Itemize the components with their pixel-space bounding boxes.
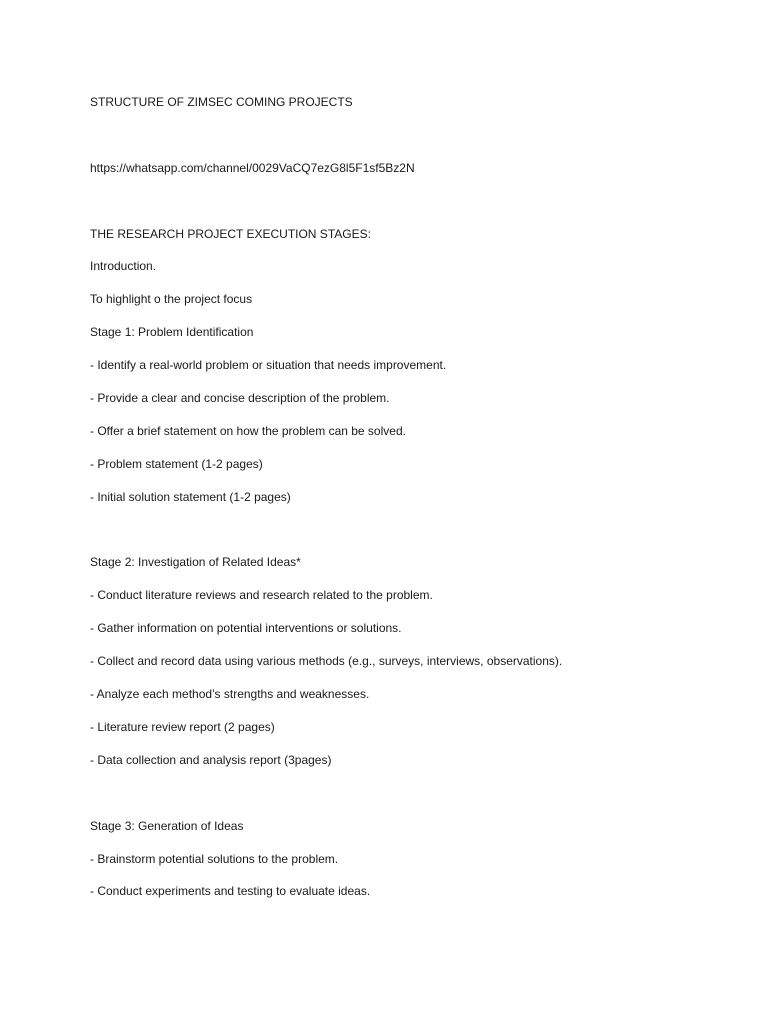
bullet-item: - Provide a clear and concise description of the problem. — [90, 391, 390, 405]
bullet-item: - Offer a brief statement on how the problem can be solved. — [90, 424, 406, 438]
bullet-item: - Conduct literature reviews and research related to the problem. — [90, 588, 433, 602]
bullet-item: - Problem statement (1-2 pages) — [90, 457, 263, 471]
stage-heading: Stage 1: Problem Identification — [90, 325, 254, 339]
bullet-item: - Literature review report (2 pages) — [90, 720, 275, 734]
paragraph: Introduction. — [90, 259, 157, 273]
bullet-item: - Analyze each method’s strengths and weaknesses. — [90, 687, 370, 701]
bullet-item: - Identify a real-world problem or situation that needs improvement. — [90, 358, 447, 372]
bullet-item: - Initial solution statement (1-2 pages) — [90, 490, 291, 504]
section-heading: THE RESEARCH PROJECT EXECUTION STAGES: — [90, 227, 371, 241]
bullet-item: - Data collection and analysis report (3pages) — [90, 753, 332, 767]
stage-heading: Stage 3: Generation of Ideas — [90, 819, 244, 833]
bullet-item: - Gather information on potential interventions or solutions. — [90, 621, 402, 635]
paragraph: To highlight o the project focus — [90, 292, 253, 306]
channel-link: https://whatsapp.com/channel/0029VaCQ7ezG8l5F1sf5Bz2N — [90, 161, 415, 175]
bullet-item: - Collect and record data using various methods (e.g., surveys, interviews, observations). — [90, 654, 563, 668]
document-title: STRUCTURE OF ZIMSEC COMING PROJECTS — [90, 95, 353, 109]
bullet-item: - Brainstorm potential solutions to the problem. — [90, 852, 339, 866]
stage-heading: Stage 2: Investigation of Related Ideas* — [90, 555, 301, 569]
bullet-item: - Conduct experiments and testing to evaluate ideas. — [90, 884, 371, 898]
